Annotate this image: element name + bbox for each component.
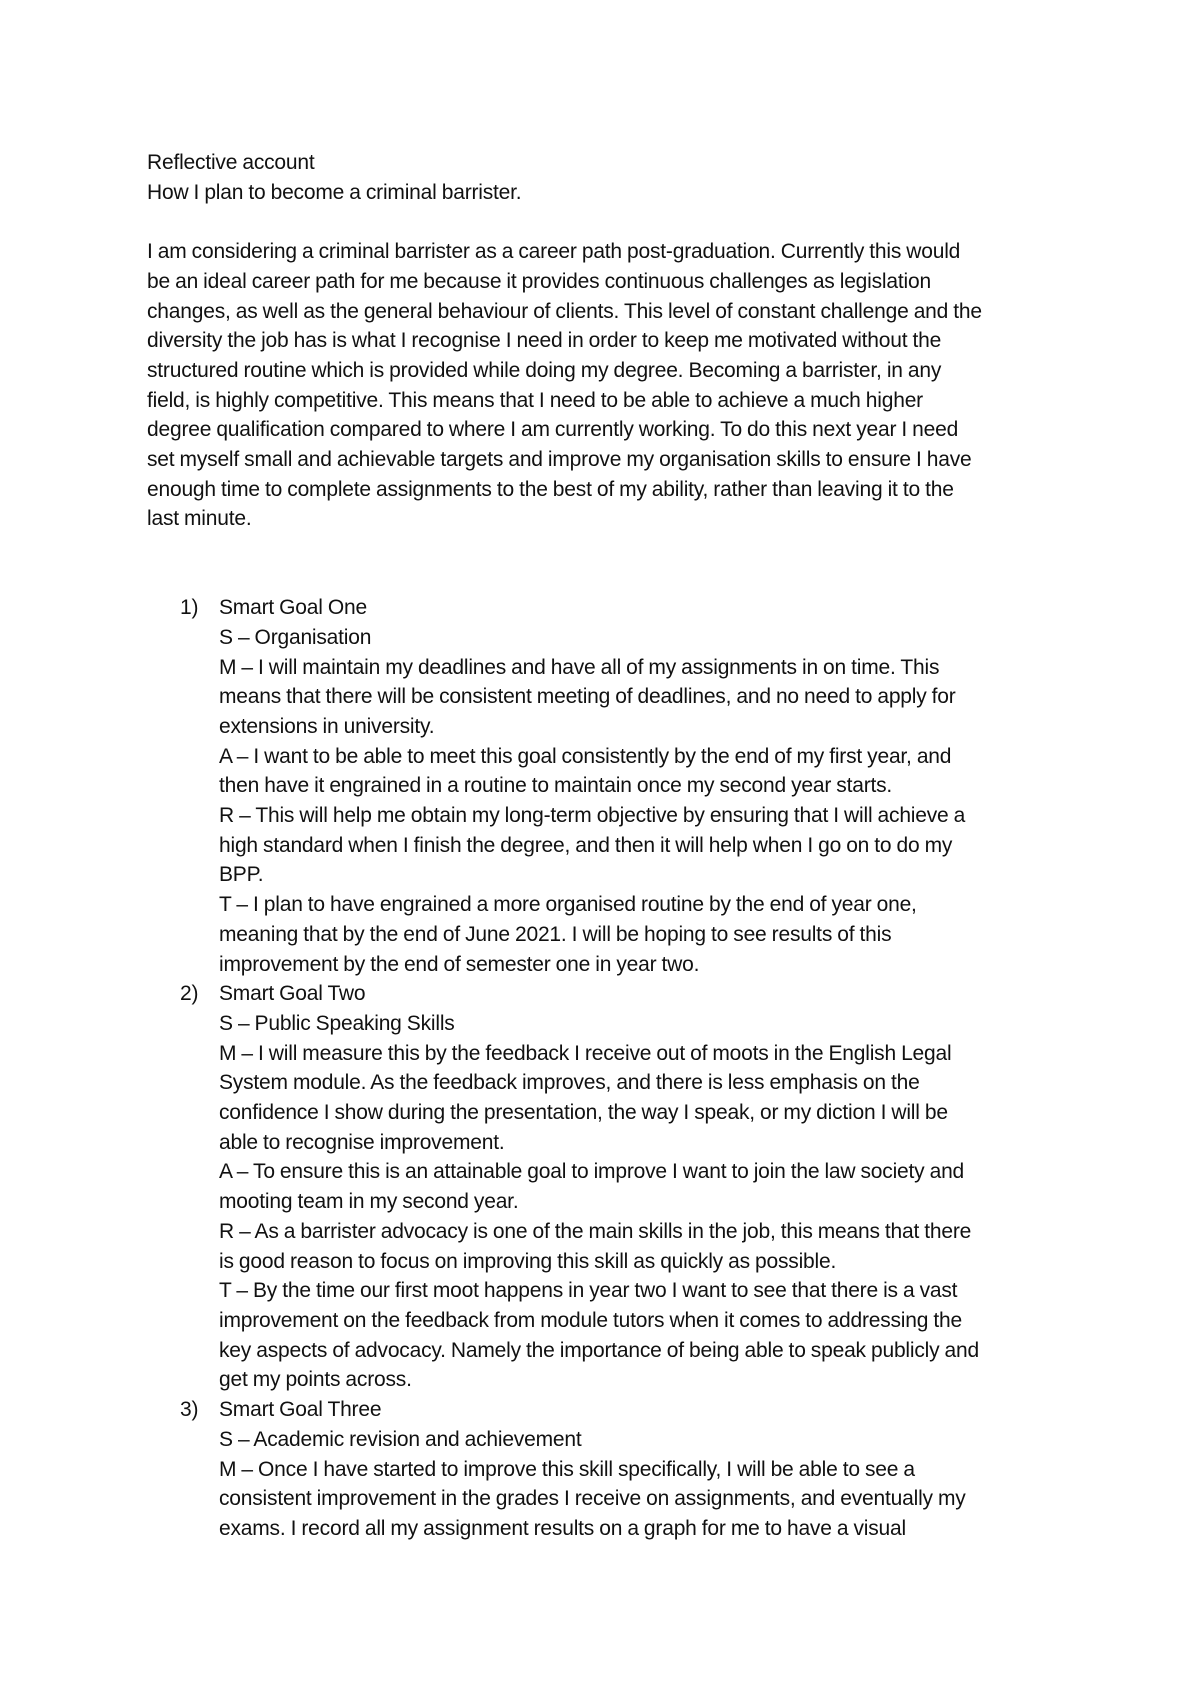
goal-line: meaning that by the end of June 2021. I will be hoping to see results of this <box>219 922 892 946</box>
intro-line: I am considering a criminal barrister as a career path post-graduation. Currently this would <box>147 240 961 264</box>
intro-paragraph <box>147 237 1072 534</box>
document-title: Reflective account <box>147 151 315 174</box>
goal-line: is good reason to focus on improving this skill as quickly as possible. <box>219 1249 837 1273</box>
goal-line: System module. As the feedback improves, and there is less emphasis on the <box>219 1071 920 1095</box>
goal-line: T – By the time our first moot happens in year two I want to see that there is a vast <box>219 1279 958 1303</box>
goal-heading: Smart Goal One <box>219 596 367 620</box>
goal-line: S – Organisation <box>219 625 372 649</box>
intro-line: field, is highly competitive. This means that I need to be able to achieve a much higher <box>147 388 923 412</box>
goal-line: extensions in university. <box>219 714 435 738</box>
goal-line: A – I want to be able to meet this goal consistently by the end of my first year, and <box>219 744 952 768</box>
blank-space <box>147 534 1072 593</box>
document-body <box>147 148 1072 1544</box>
intro-line: diversity the job has is what I recognise I need in order to keep me motivated without the <box>147 329 942 353</box>
goal-line: confidence I show during the presentation, the way I speak, or my diction I will be <box>219 1101 948 1125</box>
goal-line: R – As a barrister advocacy is one of the main skills in the job, this means that there <box>219 1219 972 1243</box>
goal-line: BPP. <box>219 863 264 887</box>
intro-line: last minute. <box>147 507 252 531</box>
goal-line: get my points across. <box>219 1368 412 1392</box>
goal-line: means that there will be consistent meeting of deadlines, and no need to apply for <box>219 685 956 709</box>
goal-line: high standard when I finish the degree, and then it will help when I go on to do my <box>219 833 953 857</box>
intro-line: enough time to complete assignments to the best of my ability, rather than leaving it to the <box>147 477 954 501</box>
intro-line: degree qualification compared to where I am currently working. To do this next year I need <box>147 418 959 442</box>
smart-goals-list <box>147 593 1072 1544</box>
goal-line: A – To ensure this is an attainable goal to improve I want to join the law society and <box>219 1160 965 1184</box>
document-subtitle: How I plan to become a criminal barrister. <box>147 180 522 204</box>
goal-line: then have it engrained in a routine to maintain once my second year starts. <box>219 774 893 798</box>
goal-heading: Smart Goal Two <box>219 982 366 1006</box>
goal-line: improvement by the end of semester one in year two. <box>219 952 700 976</box>
goal-line: M – Once I have started to improve this skill specifically, I will be able to see a <box>219 1457 915 1481</box>
goal-line: key aspects of advocacy. Namely the importance of being able to speak publicly and <box>219 1338 979 1362</box>
goal-line: S – Academic revision and achievement <box>219 1427 582 1451</box>
intro-line: be an ideal career path for me because it provides continuous challenges as legislation <box>147 269 931 293</box>
smart-goal-one <box>147 593 1072 979</box>
intro-line: changes, as well as the general behaviour of clients. This level of constant challenge and the <box>147 299 982 323</box>
goal-line: mooting team in my second year. <box>219 1190 519 1214</box>
blank-line <box>147 207 1072 237</box>
goal-line: M – I will maintain my deadlines and have all of my assignments in on time. This <box>219 655 940 679</box>
goal-line: able to recognise improvement. <box>219 1130 505 1154</box>
intro-line: set myself small and achievable targets and improve my organisation skills to ensure I have <box>147 448 972 472</box>
list-number: 1) <box>180 596 199 620</box>
smart-goal-three <box>147 1395 1072 1544</box>
goal-line: R – This will help me obtain my long-term objective by ensuring that I will achieve a <box>219 804 966 828</box>
intro-line: structured routine which is provided while doing my degree. Becoming a barrister, in any <box>147 358 942 382</box>
goal-line: M – I will measure this by the feedback I receive out of moots in the English Legal <box>219 1041 952 1065</box>
goal-line: T – I plan to have engrained a more organised routine by the end of year one, <box>219 893 917 917</box>
goal-line: S – Public Speaking Skills <box>219 1011 455 1035</box>
list-number: 3) <box>180 1398 199 1422</box>
goal-line: exams. I record all my assignment results on a graph for me to have a visual <box>219 1516 906 1540</box>
list-number: 2) <box>180 982 199 1006</box>
goal-line: consistent improvement in the grades I receive on assignments, and eventually my <box>219 1487 966 1511</box>
smart-goal-two <box>147 979 1072 1395</box>
goal-line: improvement on the feedback from module tutors when it comes to addressing the <box>219 1309 962 1332</box>
goal-heading: Smart Goal Three <box>219 1398 382 1422</box>
